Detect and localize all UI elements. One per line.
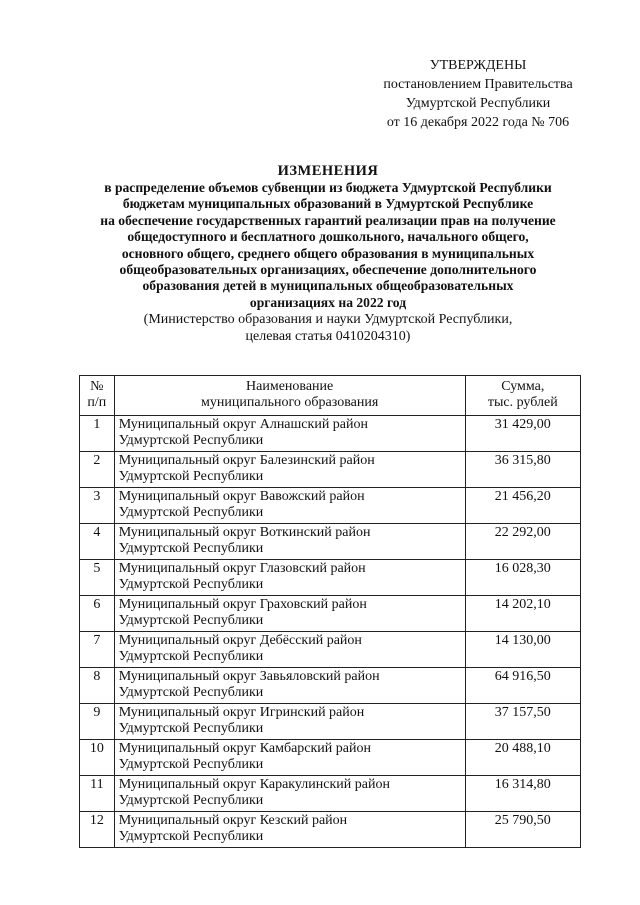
row-amount: 25 790,50: [465, 812, 580, 848]
row-municipality-name: [114, 596, 465, 632]
municipality-name-line: Удмуртской Республики: [118, 577, 264, 592]
row-municipality-name: [114, 668, 465, 704]
table-row: [80, 524, 581, 560]
row-number: 12: [80, 812, 115, 848]
table-row: [80, 668, 581, 704]
row-number: 10: [80, 740, 115, 776]
row-municipality-name: [114, 704, 465, 740]
municipality-name-line: Удмуртской Республики: [118, 757, 264, 772]
row-municipality-name: [114, 812, 465, 848]
row-municipality-name: [114, 416, 465, 452]
municipality-name-line: Муниципальный округ Глазовский район: [118, 561, 366, 576]
document-subject: [62, 180, 594, 311]
row-amount: 14 202,10: [465, 596, 580, 632]
municipality-name-line: Муниципальный округ Завьяловский район: [118, 669, 380, 684]
row-municipality-name: [114, 452, 465, 488]
row-amount: 21 456,20: [465, 488, 580, 524]
municipality-name-line: Удмуртской Республики: [118, 649, 264, 664]
row-number: 7: [80, 632, 115, 668]
table-header-row: [80, 376, 581, 416]
municipality-name-line: Удмуртской Республики: [118, 433, 264, 448]
row-number: 2: [80, 452, 115, 488]
row-amount: 14 130,00: [465, 632, 580, 668]
subject-line: организациях на 2022 год: [249, 294, 407, 310]
document-title-block: [62, 162, 594, 345]
approval-stamp: [330, 56, 626, 132]
row-number: 9: [80, 704, 115, 740]
table-row: [80, 776, 581, 812]
subject-line: на обеспечение государственных гарантий реализации прав на получение: [100, 212, 556, 228]
row-municipality-name: [114, 740, 465, 776]
row-amount: 22 292,00: [465, 524, 580, 560]
municipality-name-line: Удмуртской Республики: [118, 613, 264, 628]
table-row: [80, 632, 581, 668]
row-number: 3: [80, 488, 115, 524]
municipality-name-line: Муниципальный округ Камбарский район: [118, 741, 371, 756]
approval-line: постановлением Правительства: [383, 77, 573, 92]
row-number: 6: [80, 596, 115, 632]
municipality-name-line: Муниципальный округ Игринский район: [118, 705, 365, 720]
table-row: [80, 560, 581, 596]
row-amount: 16 028,30: [465, 560, 580, 596]
table-row: [80, 416, 581, 452]
municipality-name-line: Удмуртской Республики: [118, 505, 264, 520]
subject-line: в распределение объемов субвенции из бюджета Удмуртской Республики: [104, 180, 552, 195]
municipality-name-line: Муниципальный округ Каракулинский район: [118, 777, 390, 792]
municipality-name-line: Удмуртской Республики: [118, 829, 264, 844]
table-row: [80, 596, 581, 632]
municipality-name-line: Муниципальный округ Вавожский район: [118, 489, 365, 504]
row-amount: 31 429,00: [465, 416, 580, 452]
row-amount: 16 314,80: [465, 776, 580, 812]
row-municipality-name: [114, 776, 465, 812]
subject-line: образования детей в муниципальных общеобразовательных: [142, 278, 514, 294]
municipality-name-line: Удмуртской Республики: [118, 469, 264, 484]
municipality-name-line: Муниципальный округ Граховский район: [118, 597, 367, 612]
row-number: 8: [80, 668, 115, 704]
row-municipality-name: [114, 632, 465, 668]
municipality-name-line: Удмуртской Республики: [118, 541, 264, 556]
row-amount: 20 488,10: [465, 740, 580, 776]
municipality-name-line: Муниципальный округ Дебёсский район: [118, 633, 362, 648]
allocation-table: [79, 375, 581, 848]
approval-line: УТВЕРЖДЕНЫ: [429, 58, 527, 73]
municipality-name-line: Муниципальный округ Воткинский район: [118, 525, 371, 540]
table-row: [80, 740, 581, 776]
table-body: [80, 416, 581, 848]
row-municipality-name: [114, 560, 465, 596]
municipality-name-line: Удмуртской Республики: [118, 721, 264, 736]
municipality-name-line: Удмуртской Республики: [118, 685, 264, 700]
row-municipality-name: [114, 524, 465, 560]
subject-line: бюджетам муниципальных образований в Удмуртской Республике: [122, 196, 534, 212]
subject-line: основного общего, среднего общего образования в муниципальных: [121, 245, 535, 261]
row-number: 4: [80, 524, 115, 560]
approval-line: от 16 декабря 2022 года № 706: [386, 115, 570, 130]
note-line: (Министерство образования и науки Удмуртской Республики,: [143, 312, 513, 328]
subject-line: общедоступного и бесплатного дошкольного, начального общего,: [127, 229, 529, 245]
municipality-name-line: Муниципальный округ Кезский район: [118, 813, 348, 828]
document-heading: ИЗМЕНЕНИЯ: [277, 163, 379, 179]
header-num: № п/п: [80, 376, 115, 416]
row-number: 1: [80, 416, 115, 452]
municipality-name-line: Муниципальный округ Алнашский район: [118, 417, 369, 432]
table-row: [80, 704, 581, 740]
header-name: Наименование муниципального образования: [114, 376, 465, 416]
municipality-name-line: Удмуртской Республики: [118, 793, 264, 808]
table-row: [80, 488, 581, 524]
row-number: 11: [80, 776, 115, 812]
table-row: [80, 812, 581, 848]
row-amount: 64 916,50: [465, 668, 580, 704]
row-amount: 37 157,50: [465, 704, 580, 740]
row-amount: 36 315,80: [465, 452, 580, 488]
row-number: 5: [80, 560, 115, 596]
municipality-name-line: Муниципальный округ Балезинский район: [118, 453, 375, 468]
row-municipality-name: [114, 488, 465, 524]
header-amount: Сумма, тыс. рублей: [465, 376, 580, 416]
approval-line: Удмуртской Республики: [405, 96, 551, 111]
subject-line: общеобразовательных организациях, обеспечение дополнительного: [119, 262, 537, 278]
document-note: [62, 311, 594, 345]
table-row: [80, 452, 581, 488]
note-line: целевая статья 0410204310): [245, 329, 411, 345]
